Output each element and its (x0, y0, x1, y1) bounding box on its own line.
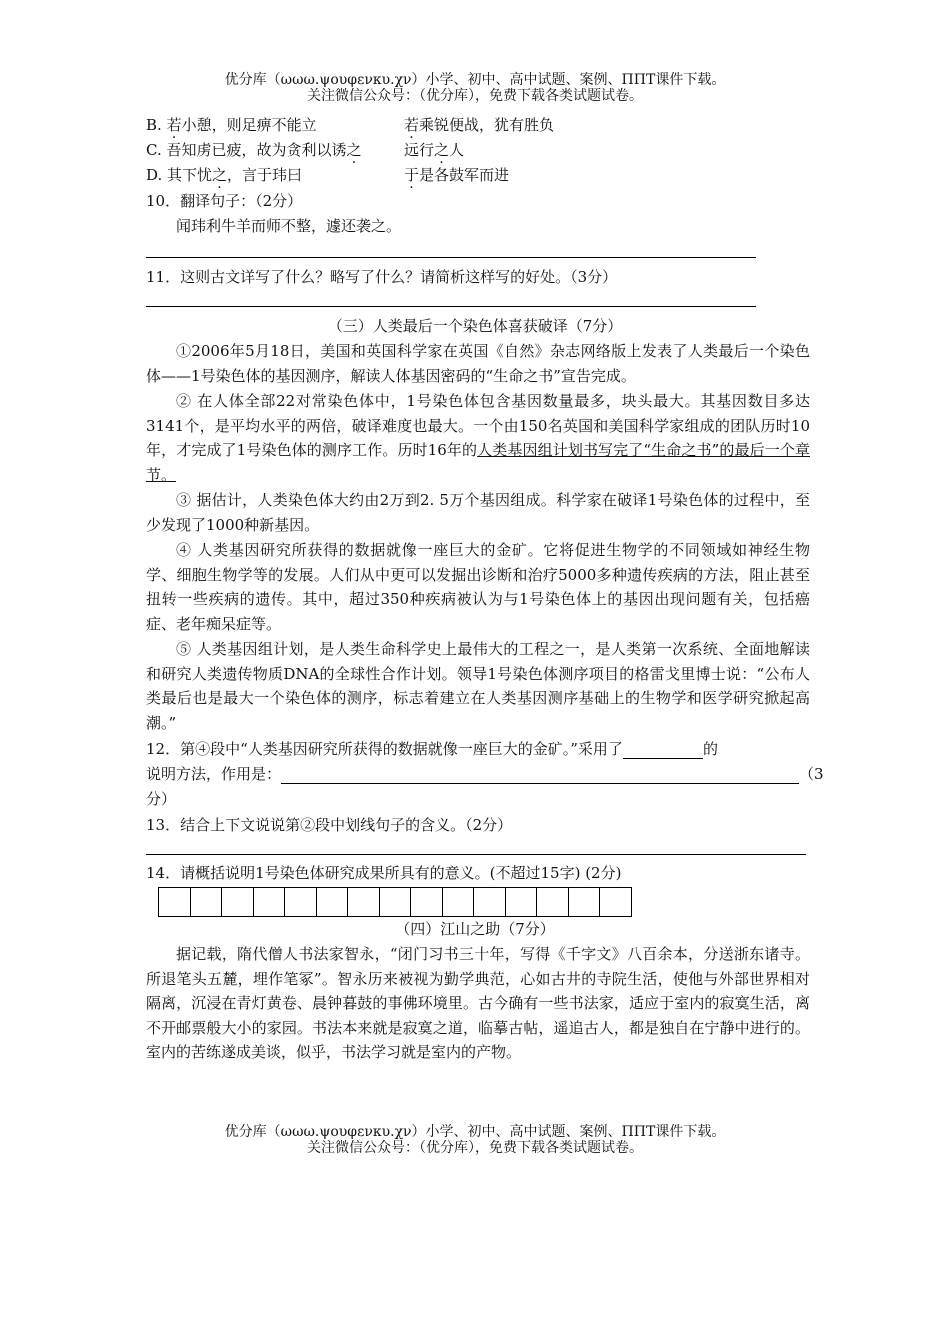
section-3-paragraph-1: ①2006年5月18日，美国和英国科学家在英国《自然》杂志网络版上发表了人类最后一个染色体——1号染色体的基因测序，解读人体基因密码的“生命之书”宣告完成。 (146, 342, 810, 385)
answer-cell[interactable] (410, 887, 443, 917)
question-12-score: 分） (146, 790, 177, 808)
question-11-label: 11．这则古文详写了什么？略写了什么？请简析这样写的好处。（3分） (146, 268, 618, 286)
section-3-title: （三）人类最后一个染色体喜获破译（7分） (327, 317, 623, 335)
section-3-paragraph-2: ② 在人体全部22对常染色体中，1号染色体包含基因数量最多，块头最大。其基因数目多达3141个，是平均水平的两倍，破译难度也最大。一个由150名英国和美国科学家组成的团队历时10年，才完成了1号染色体的测序工作。历时16年的人类基因组计划书写完了“生命之书”的最后一个章节。 (146, 392, 810, 484)
question-12-line-1: 12．第④段中“人类基因研究所获得的数据就像一座巨大的金矿。”采用了 的 (146, 740, 718, 758)
answer-blank-effect[interactable] (281, 765, 799, 784)
answer-cell[interactable] (253, 887, 286, 917)
footer-line-1: 优分库（ωωω.ψουφενκυ.χν）小学、初中、高中试题、案例、ΠΠΤ课件下载。 (224, 1124, 726, 1140)
option-d-left: D. 其下忧之，言于玮曰 (146, 166, 303, 184)
answer-cell[interactable] (190, 887, 223, 917)
header-line-1: 优分库（ωωω.ψουφενκυ.χν）小学、初中、高中试题、案例、ΠΠΤ课件下载。 (224, 72, 726, 88)
answer-line-q13[interactable] (146, 854, 806, 855)
option-c-right: 远行之人 (404, 141, 465, 159)
answer-cell[interactable] (442, 887, 475, 917)
option-b-left: B. 若小憩，则足痹不能立 (146, 116, 317, 134)
answer-cell[interactable] (505, 887, 538, 917)
option-b-right: 若乘锐便战，犹有胜负 (404, 116, 555, 134)
answer-line-q10[interactable] (146, 257, 756, 258)
answer-cell[interactable] (347, 887, 380, 917)
underlined-sentence: 人类基因组计划书写完了“生命之书”的最后一个章节。 (146, 441, 810, 484)
answer-cell[interactable] (568, 887, 601, 917)
question-14-label: 14．请概括说明1号染色体研究成果所具有的意义。(不超过15字) (2分) (146, 864, 622, 882)
answer-cell[interactable] (599, 887, 632, 917)
question-10-label: 10．翻译句子：（2分） (146, 192, 303, 210)
question-12-line-2: 说明方法，作用是： （3 (146, 765, 824, 783)
answer-cell[interactable] (379, 887, 412, 917)
section-3-paragraph-4: ④ 人类基因研究所获得的数据就像一座巨大的金矿。它将促进生物学的不同领域如神经生物学、细胞生物学等的发展。人们从中更可以发掘出诊断和治疗5000多种遗传疾病的方法，阻止甚至扭转一些疾病的遗传。其中，超过350种疾病被认为与1号染色体上的基因出现问题有关，包括癌症、老年痴呆症等。 (146, 541, 810, 633)
answer-grid-q14 (158, 887, 632, 917)
footer-line-2: 关注微信公众号：（优分库），免费下载各类试题试卷。 (307, 1140, 643, 1156)
answer-cell[interactable] (158, 887, 191, 917)
section-4-title: （四）江山之助（7分） (395, 920, 555, 938)
answer-cell[interactable] (284, 887, 317, 917)
section-3-paragraph-5: ⑤ 人类基因组计划，是人类生命科学史上最伟大的工程之一，是人类第一次系统、全面地解读和研究人类遗传物质DNA的全球性合作计划。领导1号染色体测序项目的格雷戈里博士说：“公布人类最后也是最大一个染色体的测序，标志着建立在人类基因测序基础上的生物学和医学研究掀起高潮。” (146, 640, 810, 732)
answer-line-q11[interactable] (146, 306, 756, 307)
answer-cell[interactable] (221, 887, 254, 917)
header-line-2: 关注微信公众号：（优分库），免费下载各类试题试卷。 (307, 88, 643, 104)
section-4-paragraph-1: 据记载，隋代僧人书法家智永，“闭门习书三十年，写得《千字文》八百余本，分送浙东诸寺。所退笔头五麓，埋作笔冢”。智永历来被视为勤学典范，心如古井的寺院生活，使他与外部世界相对隔离，沉浸在青灯黄卷、晨钟暮鼓的事佛环境里。古今确有一些书法家，适应于室内的寂寞生活，离不开邮票般大小的家园。书法本来就是寂寞之道，临摹古帖，遥追古人，都是独自在宁静中进行的。室内的苦练遂成美谈，似乎，书法学习就是室内的产物。 (146, 945, 810, 1062)
option-d-right: 于是各鼓军而进 (404, 166, 510, 184)
answer-cell[interactable] (536, 887, 569, 917)
section-3-paragraph-3: ③ 据估计，人类染色体大约由2万到2. 5万个基因组成。科学家在破译1号染色体的过程中，至少发现了1000种新基因。 (146, 491, 810, 534)
answer-cell[interactable] (473, 887, 506, 917)
question-13-label: 13．结合上下文说说第②段中划线句子的含义。（2分） (146, 816, 513, 834)
question-10-sentence: 闻玮利牛羊而师不整，遽还袭之。 (176, 217, 402, 235)
option-c-left: C. 吾知虏已疲，故为贪利以诱之 (146, 141, 362, 159)
answer-cell[interactable] (316, 887, 349, 917)
answer-blank-method[interactable] (623, 740, 703, 759)
